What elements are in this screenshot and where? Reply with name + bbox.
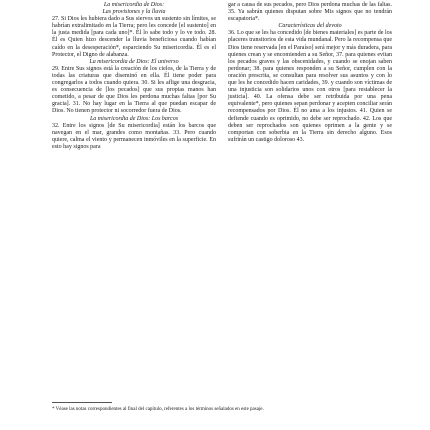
left-column	[52, 2, 216, 151]
body-paragraph: 27. Si Dios les hubiera dado a Sus siervos un sustento sin límites, se habrían extralimitado en la Tierra; pero les concede [el sustento] en la justa medida [para cada uno]*. Él lo sabe todo y lo ve todo. 28. Él es Quien hizo descender la lluvia beneficiosa cuando habían caído en la desesperación*, esparciendo Su misericordia. Él es el Protector, el Digno de alabanza.	[52, 16, 216, 58]
section-heading: Características del devoto	[278, 23, 342, 30]
footnote: * Véase las notas correspondientes al final del capítulo, referentes a los términos señalados en este pasaje.	[52, 407, 264, 412]
body-paragraph: gar a causa de sus pecados, pero Dios perdona muchas de las faltas. 35. Ya sabrán quienes disputan sobre Mis signos que no tendrán escapatoria*.	[228, 2, 392, 23]
section-heading: La misericordia de Dios: Los barcos	[89, 115, 179, 122]
body-paragraph: 36. Lo que se les ha concedido [de bienes materiales] es parte de los placeres transitorios de esta vida mundanal. Pero la recompensa que Dios tiene reservada [en el Paraíso] será mejor y más duradera, para quienes crean y se encomienden a su Señor, 37. para quienes evitan los pecados graves y las obscenidades, y cuando se enojan saben perdonar; 38. para quienes responden a su Señor, cumplen con la oración prescrita, se consultan para resolver sus asuntos y con lo que les he concedido hacen caridades, 39. y cuando son víctimas de una injusticia son solidarios unos con otros [para restablecer la justicia]. 40. La ofensa debe ser retribuida por una pena equivalente*, pero quienes sepan perdonar y acepten conciliar serán recompensados por Dios. Él no ama a los injustos. 41. Quien se defiende cuando es oprimido, no debe ser reprochado. 42. Los que deben ser reprochados son quienes oprimen a la gente y se comportan con soberbia en la Tierra sin derecho alguno. Esos sufrirán un castigo doloroso 43.	[228, 30, 392, 143]
body-paragraph: 29. Entre Sus signos está la creación de los cielos, de la Tierra y de todas las criaturas que diseminó en ella. Él tiene poder para congregarlos a todos cuando quiera. 30. Si les aflige una desgracia, es consecuencia de [los pecados] que sus propias manos han cometido, a pesar de que Dios les perdona muchas faltas [por Su gracia]. 31. No hay lugar en la Tierra al que puedan escapar de Dios. No tienen protector ni socorredor fuera de Dios.	[52, 65, 216, 115]
section-heading: La misericordia de Dios:	[103, 2, 165, 8]
footnote-divider	[52, 402, 112, 403]
right-column	[228, 2, 392, 144]
section-subheading: Las provisiones y la lluvia	[102, 9, 166, 16]
section-heading: La misericordia de Dios: El universo	[89, 58, 179, 65]
body-paragraph: 32. Entre los signos [de Su misericordia] están los barcos que navegan en el mar, grandes como montañas. 33. Pero cuando quiere, calma el viento y permanecen inmóviles en la superficie. En esto hay signos para	[52, 122, 216, 150]
